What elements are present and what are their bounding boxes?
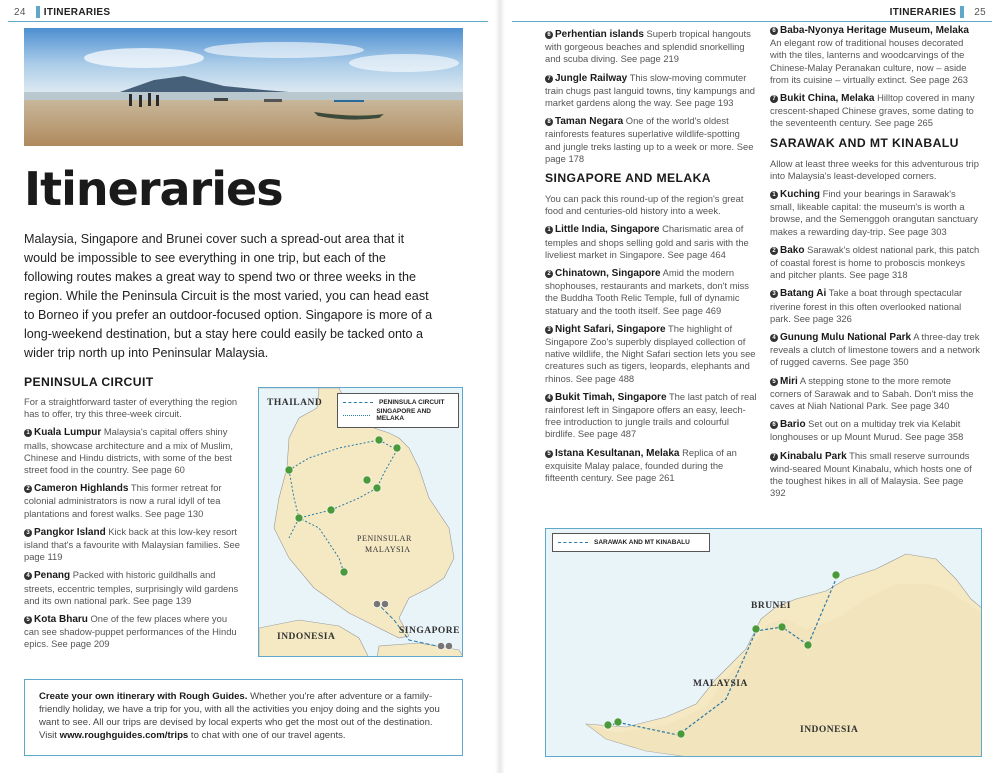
entry-name: Bario (780, 419, 806, 431)
itinerary-entry (770, 418, 980, 443)
legend-line (343, 402, 373, 403)
borneo-map-legend (552, 533, 710, 552)
entry-name: Pangkor Island (34, 526, 106, 538)
peninsula-section (24, 375, 240, 657)
entry-description: The highlight of Singapore Zoo's superbly displayed collection of native wildlife, the Night Safari section lets you see creatures such as tigers, leopards, elephants and rhinos. See page 488 (545, 322, 756, 384)
entry-name: Baba-Nyonya Heritage Museum, Melaka (780, 25, 969, 36)
entry-name: Miri (780, 375, 798, 387)
singapore-continued-entries (770, 24, 980, 130)
stop-number-badge: 5 (545, 450, 553, 458)
itinerary-entry (545, 28, 757, 66)
entry-name: Bukit Timah, Singapore (555, 391, 667, 403)
stop-number-badge: 2 (770, 247, 778, 255)
stop-number-badge: 2 (24, 485, 32, 493)
entry-name: Taman Negara (555, 116, 624, 128)
page-title: Itineraries (24, 162, 283, 216)
itinerary-entry (545, 115, 757, 165)
peninsula-heading: PENINSULA CIRCUIT (24, 375, 154, 389)
itinerary-entry (770, 244, 980, 282)
stop-number-badge: 7 (770, 95, 778, 103)
itinerary-entry (545, 267, 757, 317)
itinerary-entry (545, 391, 757, 441)
entry-description: Set out on a multiday trek via Kelabit longhouses or up Mount Murud. See page 358 (770, 418, 964, 443)
stop-number-badge: 3 (770, 290, 778, 298)
stop-number-badge: 7 (770, 453, 778, 461)
itinerary-entry (770, 92, 980, 130)
left-page-number: 24 (14, 6, 26, 18)
entry-name: Kuala Lumpur (34, 427, 102, 439)
entry-description: The last patch of real rainforest left in Singapore offers an easy, leech-free introduction to jungle trails and colourful birdlife. See page 487 (545, 390, 757, 440)
legend-row (558, 539, 704, 546)
promo-link[interactable]: www.roughguides.com/trips (59, 730, 189, 741)
legend-row (343, 399, 453, 406)
entry-description: A three-day trek reveals a clutch of limestone towers and a network of rugged caverns. See page 350 (770, 331, 980, 368)
entry-description: Packed with historic guildhalls and streets, eccentric temples, surprisingly wild gardens and its own national park. See page 139 (24, 569, 239, 606)
legend-line (558, 542, 588, 543)
itinerary-entry (770, 331, 980, 369)
map-label-indonesia: INDONESIA (800, 725, 859, 735)
left-header-rule (8, 21, 488, 22)
stop-number-badge: 3 (24, 529, 32, 537)
entry-description: A stepping stone to the more remote corners of Sarawak and to Sabah. Don't miss the caves at Niah National Park. See page 340 (770, 374, 974, 412)
itinerary-entry (24, 426, 240, 476)
entry-description: Replica of an exquisite Malay palace, founded during the fifteenth century. See page 261 (545, 446, 737, 484)
itinerary-entry (770, 375, 980, 413)
promo-text-2: to chat with one of our travel agents. (188, 730, 346, 741)
entry-description: Kick back at this low-key resort island that's a favourite with Malaysian families. See page 119 (24, 525, 240, 563)
map-label-thailand: THAILAND (267, 398, 323, 408)
right-column-2 (770, 24, 980, 506)
entry-description: Sarawak's oldest national park, this patch of coastal forest is home to proboscis monkeys and pitcher plants. See page 318 (770, 243, 980, 281)
stop-number-badge: 6 (770, 421, 778, 429)
stop-number-badge: 1 (24, 429, 32, 437)
entry-description: Malaysia's capital offers shiny malls, showcase architecture and a mix of Muslim, Chinese and Hindu districts, with some of the best street food in the country. See page 60 (24, 426, 233, 476)
legend-label: PENINSULA CIRCUIT (379, 399, 445, 406)
itinerary-entry (545, 223, 757, 261)
peninsula-map-legend (337, 393, 459, 428)
singapore-heading: SINGAPORE AND MELAKA (545, 171, 711, 186)
entry-name: Cameron Highlands (34, 483, 129, 495)
stop-number-badge: 2 (545, 270, 553, 278)
peninsula-continued-entries (545, 28, 757, 165)
stop-number-badge: 5 (770, 378, 778, 386)
entry-name: Perhentian islands (555, 29, 644, 40)
entry-name: Istana Kesultanan, Melaka (555, 447, 680, 459)
entry-name: Chinatown, Singapore (555, 268, 661, 280)
entry-description: This slow-moving commuter train chugs past languid towns, tiny kampungs and market gardens along the way. See page 193 (545, 71, 756, 109)
left-header (8, 4, 110, 20)
stop-number-badge: 1 (770, 191, 778, 199)
sarawak-heading: SARAWAK AND MT KINABALU (770, 135, 959, 150)
map-label-peninsular: PENINSULAR (357, 534, 412, 543)
right-header-rule (512, 21, 992, 22)
right-page-number: 25 (974, 6, 986, 18)
map-label-singapore: SINGAPORE (399, 626, 460, 636)
entry-description: Superb tropical hangouts with gorgeous beaches and splendid snorkelling and scuba diving. See page 219 (545, 28, 751, 65)
itinerary-entry (770, 287, 980, 325)
entry-description: Amid the modern shophouses, restaurants and markets, don't miss the Buddha Tooth Relic Temple, full of dynamic statuary and the tooth itself. See page 469 (545, 267, 749, 316)
intro-paragraph: Malaysia, Singapore and Brunei cover such a spread-out area that it would be impossible to see everything in one trip, but each of the following routes makes a great way to spend two or three weeks in the region. While the Peninsula Circuit is the most varied, you can head east to Borneo if you prefer an outdoor-focused option. Singapore is more of a long-weekend destination, but a stay here could easily be tacked onto a wider trip north up into Peninsular Malaysia. (24, 232, 433, 360)
right-column-1 (545, 28, 757, 490)
entry-description: Hilltop covered in many crescent-shaped Chinese graves, some dating to the seventeenth century. See page 265 (770, 92, 975, 129)
entry-name: Night Safari, Singapore (555, 323, 666, 335)
entry-name: Little India, Singapore (555, 224, 660, 236)
peninsula-lead: For a straightforward taster of everything the region has to offer, try this three-week circuit. (24, 396, 238, 420)
entry-description: One of the few places where you can see shadow-puppet performances of the Hindu epics. See page 209 (24, 613, 237, 650)
itinerary-entry (545, 447, 757, 485)
legend-line (343, 415, 370, 416)
stop-number-badge: 4 (24, 572, 32, 580)
itinerary-entry (24, 526, 240, 564)
stop-number-badge: 1 (545, 226, 553, 234)
right-header (890, 4, 992, 20)
itinerary-entry (545, 72, 757, 110)
map-label-brunei: BRUNEI (751, 601, 791, 611)
borneo-map (545, 528, 982, 757)
entry-name: Batang Ai (780, 288, 827, 300)
entry-description: Find your bearings in Sarawak's small, likeable capital: the museum's is worth a browse, and the Semenggoh orangutan sanctuary makes a rewarding day-trip. See page 303 (770, 188, 978, 237)
left-header-label: ITINERARIES (43, 6, 111, 18)
stop-number-badge: 6 (545, 31, 553, 39)
entry-name: Bukit China, Melaka (780, 93, 875, 105)
promo-box (24, 679, 463, 756)
header-accent-bar (36, 6, 40, 18)
header-accent-bar (960, 6, 964, 18)
entry-name: Gunung Mulu National Park (780, 332, 912, 344)
stop-number-badge: 3 (545, 326, 553, 334)
legend-row (343, 408, 453, 422)
stop-number-badge: 6 (770, 27, 778, 35)
stop-number-badge: 5 (24, 616, 32, 624)
itinerary-entry (545, 323, 757, 385)
entry-description: This former retreat for colonial administrators is now a rural idyll of tea plantations and forest walks. See page 130 (24, 482, 222, 519)
legend-label: SARAWAK AND MT KINABALU (594, 539, 690, 546)
entry-description: This small reserve surrounds wind-seared Mount Kinabalu, which hosts one of the toughest hikes in all of Malaysia. See page 392 (770, 449, 972, 499)
entry-name: Kota Bharu (34, 614, 88, 626)
itinerary-entry (24, 482, 240, 520)
itinerary-entry (770, 188, 980, 238)
itinerary-entry (770, 450, 980, 500)
entry-name: Penang (34, 570, 71, 582)
peninsula-entries (24, 426, 240, 650)
entry-description: Charismatic area of temples and shops selling gold and saris with the liveliest market in Singapore. See page 464 (545, 223, 749, 260)
map-label-malaysia: MALAYSIA (693, 679, 748, 689)
sarawak-lead: Allow at least three weeks for this adventurous trip into Malaysia's least-developed corners. (770, 157, 979, 181)
entry-name: Bako (780, 244, 805, 256)
map-label-indonesia: INDONESIA (277, 632, 336, 642)
map-label-malaysia: MALAYSIA (365, 545, 411, 554)
singapore-lead: You can pack this round-up of the region's great food and centuries-old history into a week. (545, 193, 744, 217)
entry-name: Jungle Railway (555, 72, 628, 84)
stop-number-badge: 7 (545, 75, 553, 83)
right-header-label: ITINERARIES (889, 6, 957, 18)
entry-description: Take a boat through spectacular riverine forest in this often overlooked national park. See page 326 (770, 287, 963, 324)
itinerary-entry (770, 24, 980, 86)
stop-number-badge: 8 (545, 118, 553, 126)
stop-number-badge: 4 (770, 334, 778, 342)
entry-description: An elegant row of traditional houses decorated with the tiles, lanterns and woodcarvings of the Chinese-Malay Peranakan culture, now – aside from its cuisine – virtually extinct. See page 263 (770, 37, 969, 85)
promo-lead: Create your own itinerary with Rough Guides. (39, 691, 248, 702)
legend-label: SINGAPORE AND MELAKA (376, 408, 431, 422)
sarawak-entries (770, 188, 980, 499)
itinerary-entry (24, 569, 240, 607)
itinerary-entry (24, 613, 240, 651)
stop-number-badge: 4 (545, 394, 553, 402)
entry-name: Kinabalu Park (780, 450, 847, 462)
entry-description: One of the world's oldest rainforests features superlative wildlife-spotting and jungle treks lasting up to a week or more. See page 178 (545, 115, 754, 164)
peninsula-map (258, 387, 463, 657)
singapore-entries (545, 223, 757, 484)
book-gutter (495, 0, 505, 773)
beach-photo (24, 28, 463, 146)
entry-name: Kuching (780, 189, 820, 201)
promo-text-1: Whether you're after adventure or a family-friendly holiday, we have a trip for you, with all the activities you enjoy doing and the sights you want to see. All our trips are devised by local experts who get the most out of the destination. Visit (39, 691, 440, 741)
